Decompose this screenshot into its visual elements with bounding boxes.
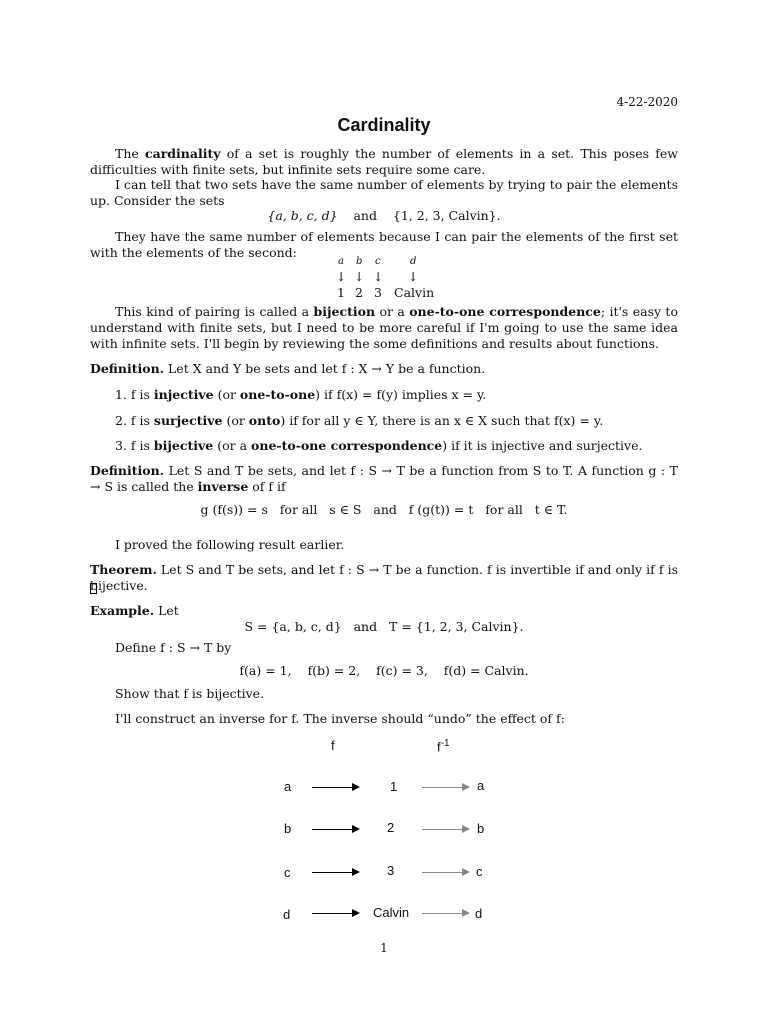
text: Let S and T be sets, and let f : S → T be a function. f is invertible if and only if f is bijective. — [90, 562, 678, 593]
f-inverse-label — [437, 738, 450, 754]
definition-item — [115, 438, 675, 454]
definition-label: Definition. — [90, 361, 165, 376]
down-arrow-icon: ↓ — [408, 269, 419, 284]
term-bijection: bijection — [313, 304, 376, 319]
set-letters: {a, b, c, d} — [267, 208, 338, 223]
definition-item — [115, 413, 675, 429]
pairing-bottom-1: 1 — [337, 285, 345, 300]
term-surjective: surjective — [153, 413, 223, 428]
text: f is — [130, 438, 154, 453]
sets-equation — [0, 208, 768, 223]
definition-item — [115, 387, 675, 403]
define-text: Define f : S → T by — [115, 640, 232, 655]
example-sets: S = {a, b, c, d} and T = {1, 2, 3, Calvin}. — [244, 619, 524, 634]
text: of f if — [248, 479, 286, 494]
text: of a set is roughly the number of elements in a set. This poses few difficulties with finite sets, but infinite sets require some care. — [90, 146, 678, 177]
down-arrow-icon: ↓ — [336, 269, 347, 284]
domain-element: d — [283, 907, 291, 922]
definition-inverse — [90, 463, 678, 495]
f-arrow — [312, 829, 358, 830]
down-arrow-icon: ↓ — [373, 269, 384, 284]
pairing-top-a: a — [338, 256, 344, 267]
text: Let X and Y be sets and let f : X → Y be a function. — [164, 361, 486, 376]
f-arrow — [312, 913, 358, 914]
bijection-paragraph — [90, 304, 678, 352]
qed-box-icon — [90, 583, 97, 594]
date: 4-22-2020 — [616, 95, 678, 109]
item-number: 2. — [115, 413, 127, 428]
f-arrow — [312, 787, 358, 788]
f-letter: f — [437, 739, 441, 755]
definition-label: Definition. — [90, 463, 165, 478]
term-onto: onto — [248, 413, 281, 428]
function-values: f(a) = 1, f(b) = 2, f(c) = 3, f(d) = Calvin. — [239, 663, 529, 678]
codomain-element: 1 — [390, 779, 398, 794]
page-title: Cardinality — [337, 115, 431, 135]
pairing-top-d: d — [410, 256, 417, 267]
set-numbers: {1, 2, 3, Calvin}. — [392, 208, 501, 223]
term-injective: injective — [153, 387, 214, 402]
page-number: 1 — [380, 941, 388, 955]
text: ) if it is injective and surjective. — [442, 438, 643, 453]
codomain-element: 3 — [387, 863, 395, 878]
pairing-bottom-3: 3 — [374, 285, 382, 300]
inverse-element: b — [477, 821, 485, 836]
text: Let S and T be sets, and let f : S → T be a function from S to T. A function g : T → S is called the — [90, 463, 678, 494]
text: (or a — [213, 438, 252, 453]
term-bijective: bijective — [153, 438, 214, 453]
inverse-arrow — [422, 829, 468, 830]
term-one-to-one: one-to-one — [239, 387, 316, 402]
text: The — [115, 146, 145, 161]
text: ; it's easy to understand with finite sets, but I need to be more careful if I'm going to use the same idea with infinite sets. I'll begin by reviewing the some definitions and results about functions. — [90, 304, 678, 351]
text: f is — [130, 413, 154, 428]
inverse-arrow — [422, 872, 468, 873]
same-number-paragraph: They have the same number of elements because I can pair the elements of the first set with the elements of the second: — [90, 229, 678, 260]
show-text: Show that f is bijective. — [115, 686, 265, 701]
intro-paragraph — [90, 146, 678, 178]
theorem-label: Theorem. — [90, 562, 157, 577]
term-one-to-one: one-to-one correspondence — [251, 438, 443, 453]
term-inverse: inverse — [197, 479, 249, 494]
text: (or — [213, 387, 240, 402]
domain-element: a — [284, 779, 292, 794]
item-number: 3. — [115, 438, 127, 453]
inverse-arrow — [422, 913, 468, 914]
f-arrow — [312, 872, 358, 873]
inverse-element: c — [476, 864, 483, 879]
f-label: f — [331, 738, 335, 753]
construct-text: I'll construct an inverse for f. The inverse should “undo” the effect of f: — [115, 711, 565, 726]
codomain-element: 2 — [387, 820, 395, 835]
inverse-superscript: -1 — [440, 738, 450, 749]
text: (or — [222, 413, 249, 428]
pairing-paragraph: I can tell that two sets have the same number of elements by trying to pair the elements up. Consider the sets — [90, 177, 678, 208]
pairing-bottom-calvin: Calvin — [394, 285, 435, 300]
inverse-element: a — [477, 778, 485, 793]
down-arrow-icon: ↓ — [354, 269, 365, 284]
text: or a — [375, 304, 410, 319]
text: This kind of pairing is called a — [115, 304, 314, 319]
domain-element: c — [284, 865, 291, 880]
definition-functions — [90, 361, 678, 377]
text: Let — [154, 603, 179, 618]
and-word: and — [353, 208, 377, 223]
item-number: 1. — [115, 387, 127, 402]
proved-text: I proved the following result earlier. — [115, 537, 345, 552]
inverse-element: d — [475, 906, 483, 921]
pairing-top-c: c — [375, 256, 381, 267]
example — [90, 603, 678, 619]
codomain-element: Calvin — [373, 905, 410, 920]
text: ) if for all y ∈ Y, there is an x ∈ X such that f(x) = y. — [280, 413, 604, 428]
example-label: Example. — [90, 603, 155, 618]
pairing-bottom-2: 2 — [355, 285, 363, 300]
term-cardinality: cardinality — [144, 146, 221, 161]
text: ) if f(x) = f(y) implies x = y. — [315, 387, 487, 402]
inverse-equation: g (f(s)) = s for all s ∈ S and f (g(t)) = t for all t ∈ T. — [200, 502, 568, 517]
domain-element: b — [284, 821, 292, 836]
inverse-arrow — [422, 787, 468, 788]
text: f is — [130, 387, 154, 402]
theorem — [90, 562, 678, 594]
pairing-top-b: b — [356, 256, 363, 267]
term-one-to-one: one-to-one correspondence — [409, 304, 601, 319]
